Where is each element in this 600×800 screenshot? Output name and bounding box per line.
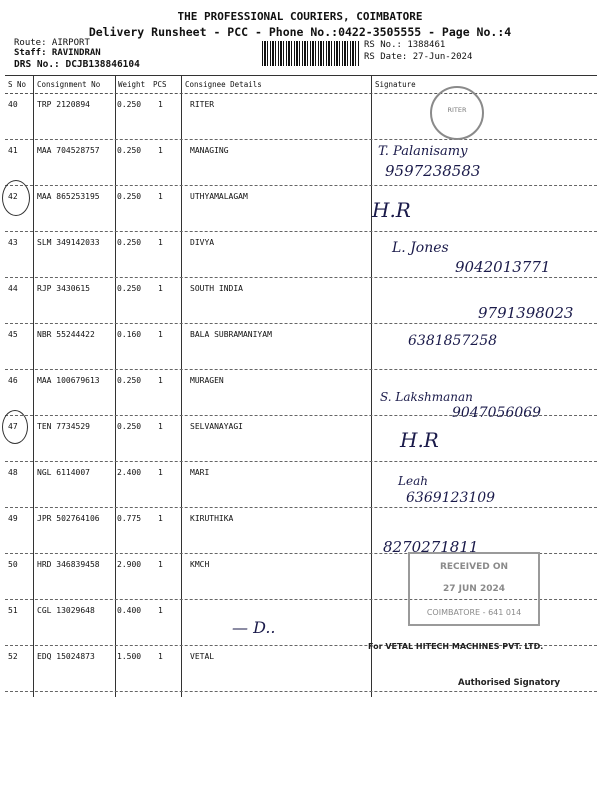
- row-pcs: 1: [158, 422, 163, 431]
- rs-date: RS Date: 27-Jun-2024: [364, 52, 473, 62]
- row-weight: 0.775: [117, 514, 142, 523]
- row-weight: 0.250: [117, 284, 142, 293]
- row-sno: 47: [8, 422, 18, 431]
- row-consignment: TRP 2120894: [37, 100, 90, 109]
- table-row: [5, 139, 597, 186]
- row-consignee: KIRUTHIKA: [190, 514, 234, 523]
- row-pcs: 1: [158, 192, 163, 201]
- row-sno: 40: [8, 100, 18, 109]
- row-consignment: MAA 865253195: [37, 192, 100, 201]
- row-sno: 52: [8, 652, 18, 661]
- table-row: [5, 461, 597, 508]
- row-consignment: CGL 13029648: [37, 606, 95, 615]
- row-sno: 42: [8, 192, 18, 201]
- row-sno: 45: [8, 330, 18, 339]
- row-consignment: RJP 3430615: [37, 284, 90, 293]
- row-sno: 50: [8, 560, 18, 569]
- row-sno: 41: [8, 146, 18, 155]
- row-weight: 2.900: [117, 560, 142, 569]
- row-consignee: BALA SUBRAMANIYAM: [190, 330, 272, 339]
- authorised-signatory: Authorised Signatory: [458, 678, 561, 688]
- row-weight: 0.400: [117, 606, 142, 615]
- signature-46-name: S. Lakshmanan: [380, 390, 473, 404]
- col-signature: Signature: [375, 80, 416, 89]
- received-date: 27 JUN 2024: [442, 584, 506, 594]
- row-consignment: SLM 349142033: [37, 238, 100, 247]
- row-consignment: JPR 502764106: [37, 514, 100, 523]
- row-pcs: 1: [158, 560, 163, 569]
- col-sno: S No: [8, 80, 27, 89]
- signature-41-name: T. Palanisamy: [378, 144, 468, 159]
- row-weight: 0.250: [117, 422, 142, 431]
- received-stamp: [408, 552, 540, 626]
- row-consignee: KMCH: [190, 560, 210, 569]
- row-consignee: MARI: [190, 468, 210, 477]
- staff-label: Staff: RAVINDRAN: [14, 48, 101, 58]
- signature-51: — D..: [232, 618, 276, 637]
- rs-number: RS No.: 1388461: [364, 40, 446, 50]
- table-row: [5, 185, 597, 232]
- received-city: COIMBATORE - 641 014: [426, 608, 522, 617]
- signature-49-phone: 8270271811: [383, 538, 479, 556]
- row-sno: 44: [8, 284, 18, 293]
- row-pcs: 1: [158, 330, 163, 339]
- runsheet-subtitle: Delivery Runsheet - PCC - Phone No.:0422-3505555 - Page No.:4: [88, 25, 512, 39]
- row-pcs: 1: [158, 238, 163, 247]
- row-pcs: 1: [158, 606, 163, 615]
- company-stamp: For VETAL HITECH MACHINES PVT. LTD.: [368, 642, 544, 651]
- row-sno: 46: [8, 376, 18, 385]
- table-header: [5, 75, 597, 94]
- route-label: Route: AIRPORT: [14, 38, 90, 48]
- signature-43-phone: 9042013771: [455, 258, 551, 276]
- company-title: THE PROFESSIONAL COURIERS, COIMBATORE: [177, 10, 423, 23]
- row-consignment: MAA 100679613: [37, 376, 100, 385]
- table-row: [5, 415, 597, 462]
- row-consignment: TEN 7734529: [37, 422, 90, 431]
- table-row: [5, 507, 597, 554]
- table-row: [5, 93, 597, 140]
- row-sno: 49: [8, 514, 18, 523]
- row-consignment: NGL 6114007: [37, 468, 90, 477]
- row-weight: 0.250: [117, 100, 142, 109]
- row-consignee: SOUTH INDIA: [190, 284, 243, 293]
- row-consignee: SELVANAYAGI: [190, 422, 243, 431]
- row-weight: 2.400: [117, 468, 142, 477]
- row-weight: 1.500: [117, 652, 142, 661]
- row-consignee: UTHYAMALAGAM: [190, 192, 248, 201]
- row-sno: 48: [8, 468, 18, 477]
- row-weight: 0.160: [117, 330, 142, 339]
- signature-41-phone: 9597238583: [385, 162, 481, 180]
- circle-mark: [2, 410, 28, 444]
- row-pcs: 1: [158, 100, 163, 109]
- row-pcs: 1: [158, 468, 163, 477]
- col-consignment: Consignment No: [37, 80, 101, 89]
- drs-number: DRS No.: DCJB138846104: [14, 59, 140, 70]
- signature-48-name: Leah: [398, 474, 428, 488]
- row-sno: 51: [8, 606, 18, 615]
- circle-mark: [2, 180, 30, 216]
- row-weight: 0.250: [117, 238, 142, 247]
- table-row: [5, 323, 597, 370]
- signature-44-phone: 9791398023: [478, 304, 574, 322]
- col-pcs: PCS: [153, 80, 167, 89]
- row-consignee: MURAGEN: [190, 376, 224, 385]
- row-weight: 0.250: [117, 192, 142, 201]
- signature-48-phone: 6369123109: [406, 490, 496, 506]
- row-consignment: MAA 704528757: [37, 146, 100, 155]
- signature-47: H.R: [400, 428, 439, 452]
- received-on-text: RECEIVED ON: [439, 562, 509, 572]
- row-consignment: NBR 55244422: [37, 330, 95, 339]
- row-consignment: HRD 346839458: [37, 560, 100, 569]
- signature-46-phone: 9047056069: [452, 405, 542, 421]
- signature-43-name: L. Jones: [392, 240, 449, 256]
- row-pcs: 1: [158, 284, 163, 293]
- row-consignee: DIVYA: [190, 238, 215, 247]
- col-consignee: Consignee Details: [185, 80, 262, 89]
- row-pcs: 1: [158, 146, 163, 155]
- row-pcs: 1: [158, 514, 163, 523]
- row-pcs: 1: [158, 652, 163, 661]
- row-sno: 43: [8, 238, 18, 247]
- col-weight: Weight: [118, 80, 146, 89]
- row-weight: 0.250: [117, 146, 142, 155]
- riter-stamp: RITER: [430, 86, 484, 140]
- row-consignee: RITER: [190, 100, 215, 109]
- row-pcs: 1: [158, 376, 163, 385]
- signature-42: H.R: [372, 198, 411, 222]
- row-consignee: MANAGING: [190, 146, 229, 155]
- barcode: [262, 41, 360, 66]
- row-weight: 0.250: [117, 376, 142, 385]
- row-consignee: VETAL: [190, 652, 215, 661]
- row-consignment: EDQ 15024873: [37, 652, 95, 661]
- signature-45-phone: 6381857258: [408, 333, 498, 349]
